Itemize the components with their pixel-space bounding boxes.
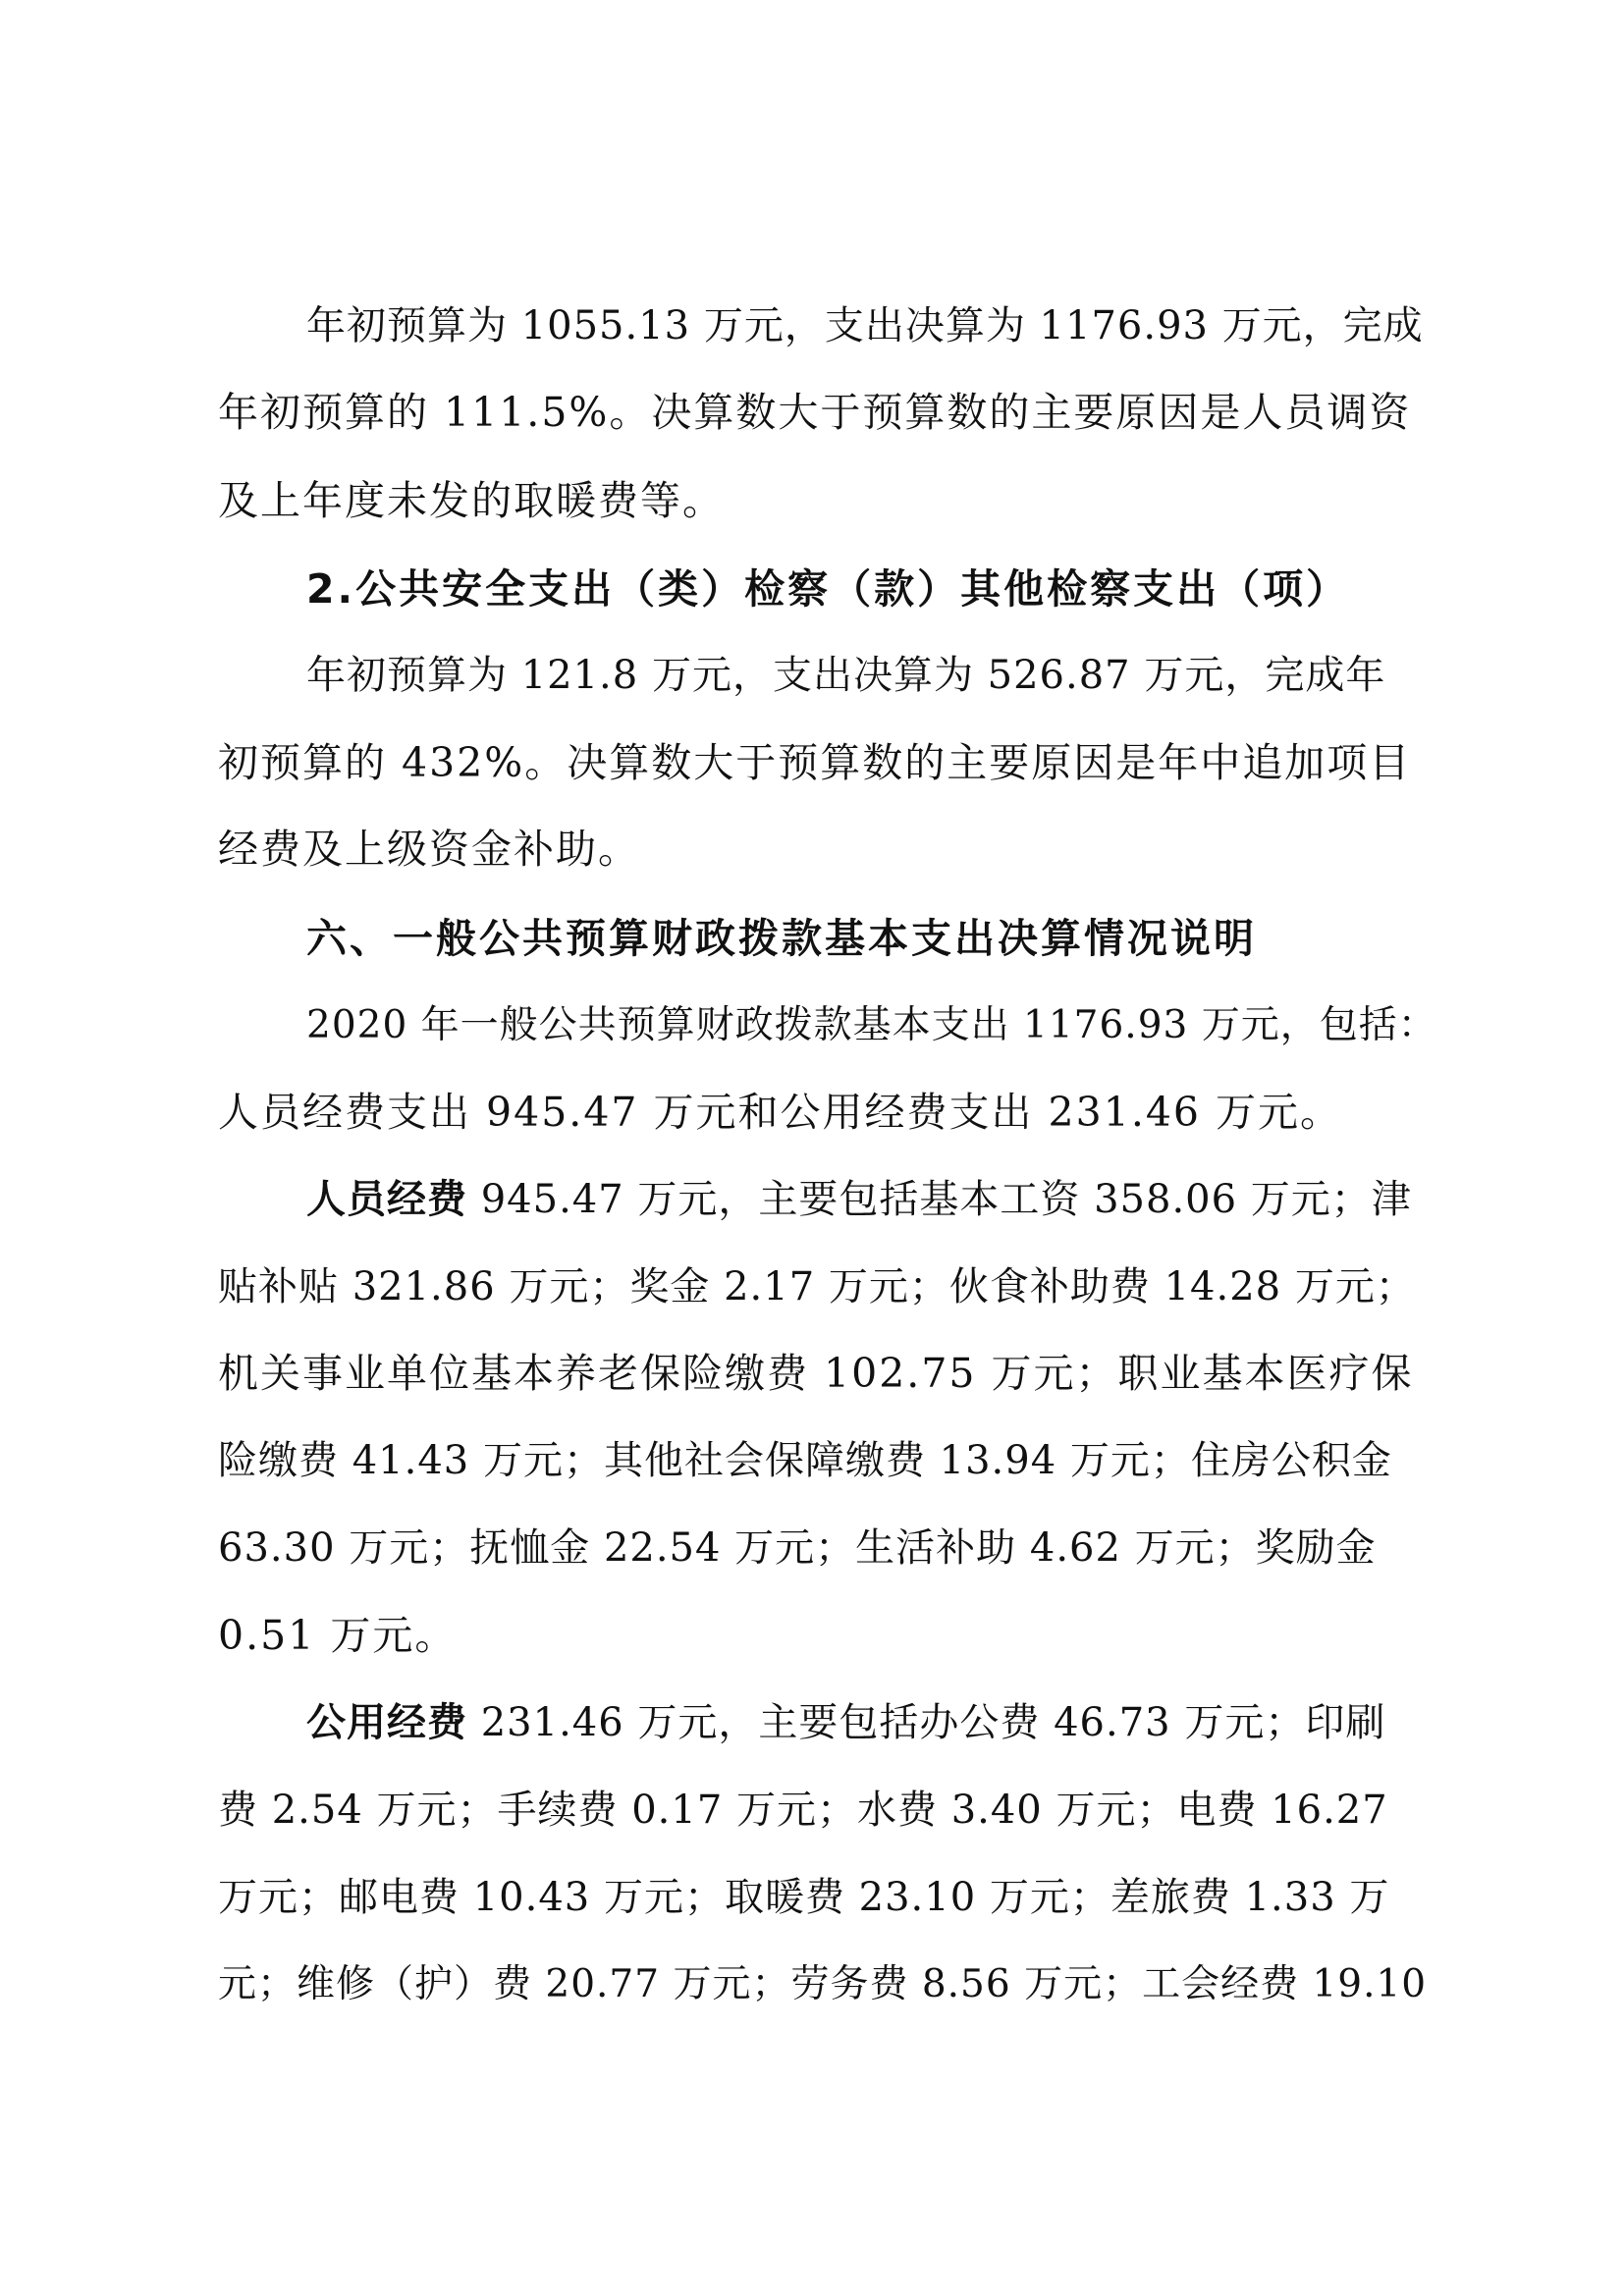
- para-1-line-1: 年初预算为 1055.13 万元，支出决算为 1176.93 万元，完成: [306, 303, 1424, 348]
- para-4-line-3: 机关事业单位基本养老保险缴费 102.75 万元；职业基本医疗保: [218, 1350, 1414, 1397]
- para-5-line-1-text: 231.46 万元，主要包括办公费 46.73 万元；印刷: [467, 1700, 1386, 1745]
- para-5-line-4: 元；维修（护）费 20.77 万元；劳务费 8.56 万元；工会经费 19.10: [218, 1962, 1428, 2006]
- para-1-line-3: 及上年度未发的取暖费等。: [218, 477, 725, 524]
- para-5-line-2: 费 2.54 万元；手续费 0.17 万元；水费 3.40 万元；电费 16.27: [218, 1788, 1388, 1833]
- para-5-line-3: 万元；邮电费 10.43 万元；取暖费 23.10 万元；差旅费 1.33 万: [218, 1875, 1390, 1920]
- para-3-line-2: 人员经费支出 945.47 万元和公用经费支出 231.46 万元。: [218, 1089, 1343, 1136]
- para-4-line-2: 贴补贴 321.86 万元；奖金 2.17 万元；伙食补助费 14.28 万元；: [218, 1264, 1416, 1309]
- personnel-cost-label: 人员经费: [306, 1177, 467, 1222]
- para-4-line-6: 0.51 万元。: [218, 1612, 458, 1659]
- para-1-line-2: 年初预算的 111.5%。决算数大于预算数的主要原因是人员调资: [218, 389, 1412, 436]
- para-4-line-1-text: 945.47 万元，主要包括基本工资 358.06 万元；津: [467, 1177, 1412, 1222]
- para-2-line-3: 经费及上级资金补助。: [218, 826, 640, 873]
- para-4-line-4: 险缴费 41.43 万元；其他社会保障缴费 13.94 万元；住房公积金: [218, 1438, 1392, 1483]
- subsection-heading-2: 2.公共安全支出（类）检察（款）其他检察支出（项）: [306, 565, 1350, 613]
- para-3-line-1: 2020 年一般公共预算财政拨款基本支出 1176.93 万元，包括：: [306, 1003, 1437, 1047]
- public-cost-label: 公用经费: [306, 1700, 467, 1745]
- para-4-line-5: 63.30 万元；抚恤金 22.54 万元；生活补助 4.62 万元；奖励金: [218, 1525, 1377, 1571]
- para-4-line-1: [306, 1175, 1412, 1224]
- para-5-line-1: [306, 1698, 1385, 1747]
- section-6-heading: 六、一般公共预算财政拨款基本支出决算情况说明: [306, 915, 1257, 962]
- para-2-line-2: 初预算的 432%。决算数大于预算数的主要原因是年中追加项目: [218, 739, 1412, 786]
- para-2-line-1: 年初预算为 121.8 万元，支出决算为 526.87 万元，完成年: [306, 653, 1386, 698]
